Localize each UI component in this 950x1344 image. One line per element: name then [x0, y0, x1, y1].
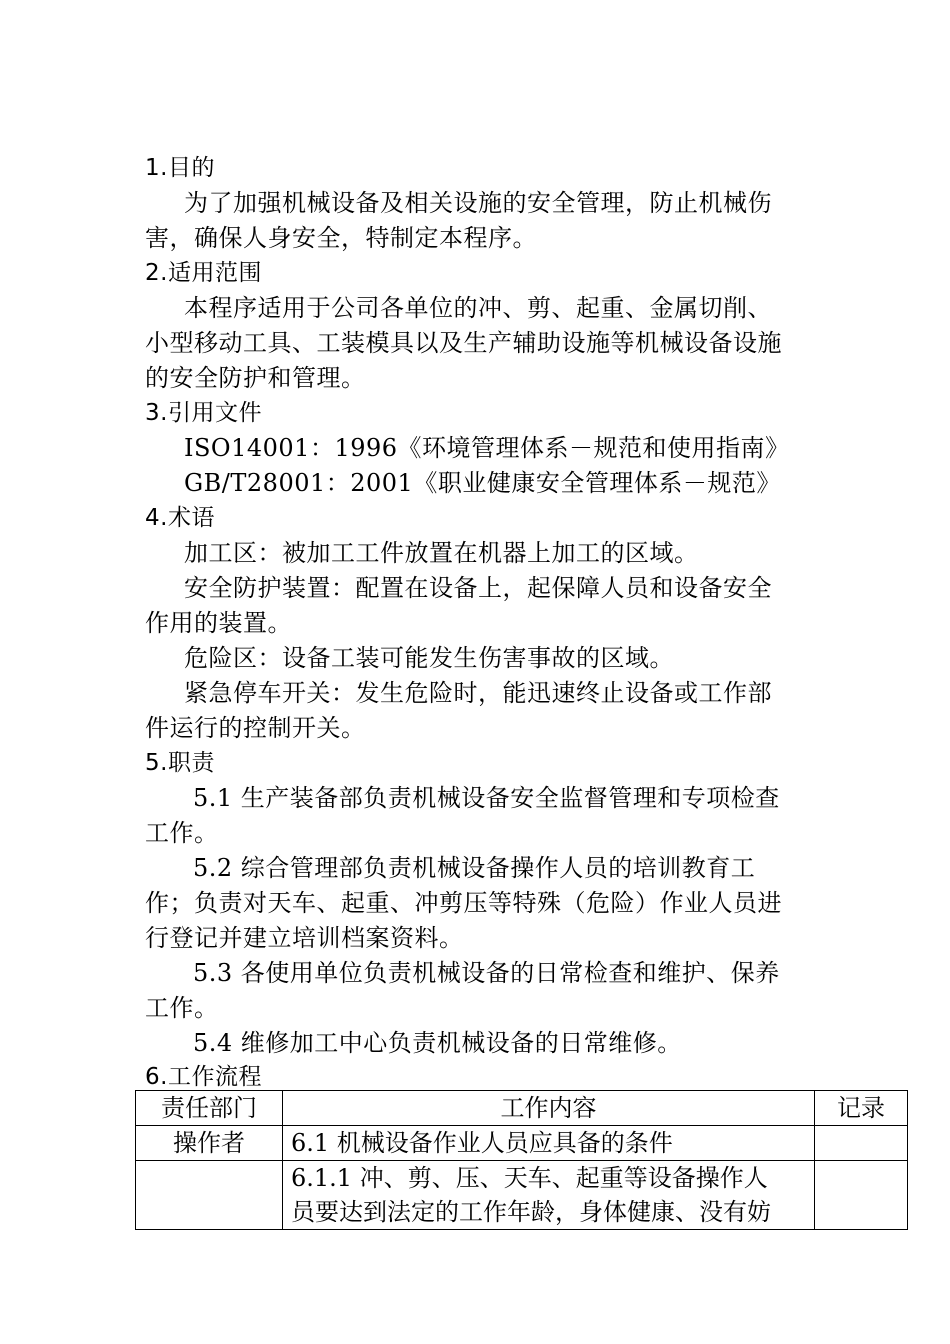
table-row — [136, 1161, 908, 1230]
table-row — [136, 1126, 908, 1161]
cell-content-line: 6.1 机械设备作业人员应具备的条件 — [291, 1129, 673, 1157]
section-2-heading: 2.适用范围 — [145, 260, 262, 286]
reference-iso14001: ISO14001：1996《环境管理体系－规范和使用指南》 — [184, 434, 790, 462]
section-4-heading: 4.术语 — [145, 505, 215, 531]
duty-line: 5.4 维修加工中心负责机械设备的日常维修。 — [193, 1029, 682, 1057]
duty-line: 5.2 综合管理部负责机械设备操作人员的培训教育工 — [193, 854, 756, 882]
cell-content — [283, 1161, 815, 1230]
duty-line: 5.3 各使用单位负责机械设备的日常检查和维护、保养 — [193, 959, 780, 987]
column-header-dept: 责任部门 — [136, 1091, 283, 1126]
section-5-heading: 5.职责 — [145, 750, 215, 776]
section-2-line: 的安全防护和管理。 — [145, 364, 366, 392]
duty-line: 5.1 生产装备部负责机械设备安全监督管理和专项检查 — [193, 784, 780, 812]
section-1-line: 为了加强机械设备及相关设施的安全管理，防止机械伤 — [184, 189, 772, 217]
cell-content-line: 员要达到法定的工作年龄，身体健康、没有妨 — [291, 1198, 771, 1226]
cell-dept: 操作者 — [136, 1126, 283, 1161]
reference-gbt28001: GB/T28001：2001《职业健康安全管理体系－规范》 — [184, 469, 781, 497]
workflow-table — [135, 1090, 908, 1230]
cell-record — [815, 1126, 908, 1161]
duty-line: 工作。 — [145, 819, 219, 847]
term-line: 紧急停车开关：发生危险时，能迅速终止设备或工作部 — [184, 679, 772, 707]
term-line: 作用的装置。 — [145, 609, 292, 637]
section-2-line: 小型移动工具、工装模具以及生产辅助设施等机械设备设施 — [145, 329, 782, 357]
cell-content-line: 6.1.1 冲、剪、压、天车、起重等设备操作人 — [291, 1164, 768, 1192]
duty-line: 作；负责对天车、起重、冲剪压等特殊（危险）作业人员进 — [145, 889, 782, 917]
table-header-row — [136, 1091, 908, 1126]
cell-record — [815, 1161, 908, 1230]
duty-line: 工作。 — [145, 994, 219, 1022]
section-1-line: 害，确保人身安全，特制定本程序。 — [145, 224, 537, 252]
section-2-line: 本程序适用于公司各单位的冲、剪、起重、金属切削、 — [184, 294, 772, 322]
cell-dept — [136, 1161, 283, 1230]
cell-content — [283, 1126, 815, 1161]
term-line: 安全防护装置：配置在设备上，起保障人员和设备安全 — [184, 574, 772, 602]
section-6-heading: 6.工作流程 — [145, 1064, 262, 1090]
term-line: 件运行的控制开关。 — [145, 714, 366, 742]
term-line: 加工区：被加工工件放置在机器上加工的区域。 — [184, 539, 699, 567]
section-1-heading: 1.目的 — [145, 155, 215, 181]
duty-line: 行登记并建立培训档案资料。 — [145, 924, 464, 952]
column-header-record: 记录 — [815, 1091, 908, 1126]
column-header-content: 工作内容 — [283, 1091, 815, 1126]
section-3-heading: 3.引用文件 — [145, 400, 262, 426]
term-line: 危险区：设备工装可能发生伤害事故的区域。 — [184, 644, 674, 672]
